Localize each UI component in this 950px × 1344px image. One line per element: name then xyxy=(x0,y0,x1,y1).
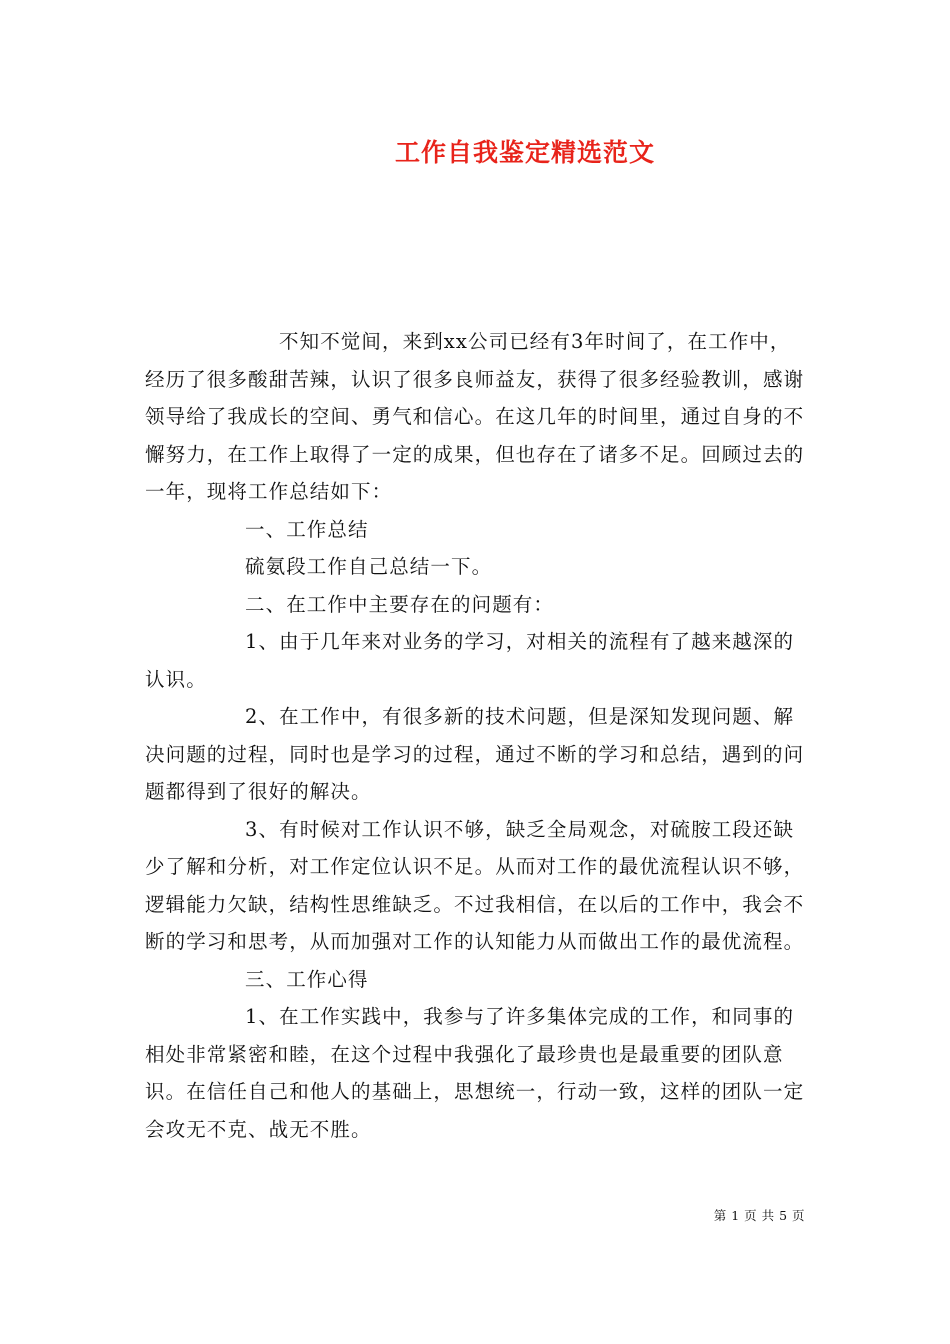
heading-problems: 二、在工作中主要存在的问题有： xyxy=(245,592,555,616)
paragraph-problem-2: 2、在工作中，有很多新的技术问题，但是深知发现问题、解决问题的过程，同时也是学习的过程，通过不断的学习和总结，遇到的问题都得到了很好的解决。 xyxy=(145,705,805,803)
document-title: 工作自我鉴定精选范文 xyxy=(394,138,655,167)
paragraph-summary: 硫氨段工作自己总结一下。 xyxy=(245,555,493,578)
heading-experience: 三、工作心得 xyxy=(245,967,369,991)
heading-work-summary: 一、工作总结 xyxy=(245,517,369,541)
paragraph-experience-1: 1、在工作实践中，我参与了许多集体完成的工作，和同事的相处非常紧密和睦，在这个过程中我强化了最珍贵也是最重要的团队意识。在信任自己和他人的基础上，思想统一，行动一致，这样的团队一定会攻无不克、战无不胜。 xyxy=(145,1005,805,1141)
paragraph-intro: 不知不觉间，来到xx公司已经有3年时间了，在工作中，经历了很多酸甜苦辣，认识了很多良师益友，获得了很多经验教训，感谢领导给了我成长的空间、勇气和信心。在这几年的时间里，通过自身的不懈努力，在工作上取得了一定的成果，但也存在了诸多不足。回顾过去的一年，现将工作总结如下： xyxy=(145,330,805,503)
page-number: 第 1 页 共 5 页 xyxy=(713,1208,805,1223)
paragraph-problem-3: 3、有时候对工作认识不够，缺乏全局观念，对硫胺工段还缺少了解和分析，对工作定位认识不足。从而对工作的最优流程认识不够，逻辑能力欠缺，结构性思维缺乏。不过我相信，在以后的工作中，我会不断的学习和思考，从而加强对工作的认知能力从而做出工作的最优流程。 xyxy=(145,817,805,953)
document-body xyxy=(145,323,810,1148)
paragraph-problem-1: 1、由于几年来对业务的学习，对相关的流程有了越来越深的认识。 xyxy=(145,630,795,691)
